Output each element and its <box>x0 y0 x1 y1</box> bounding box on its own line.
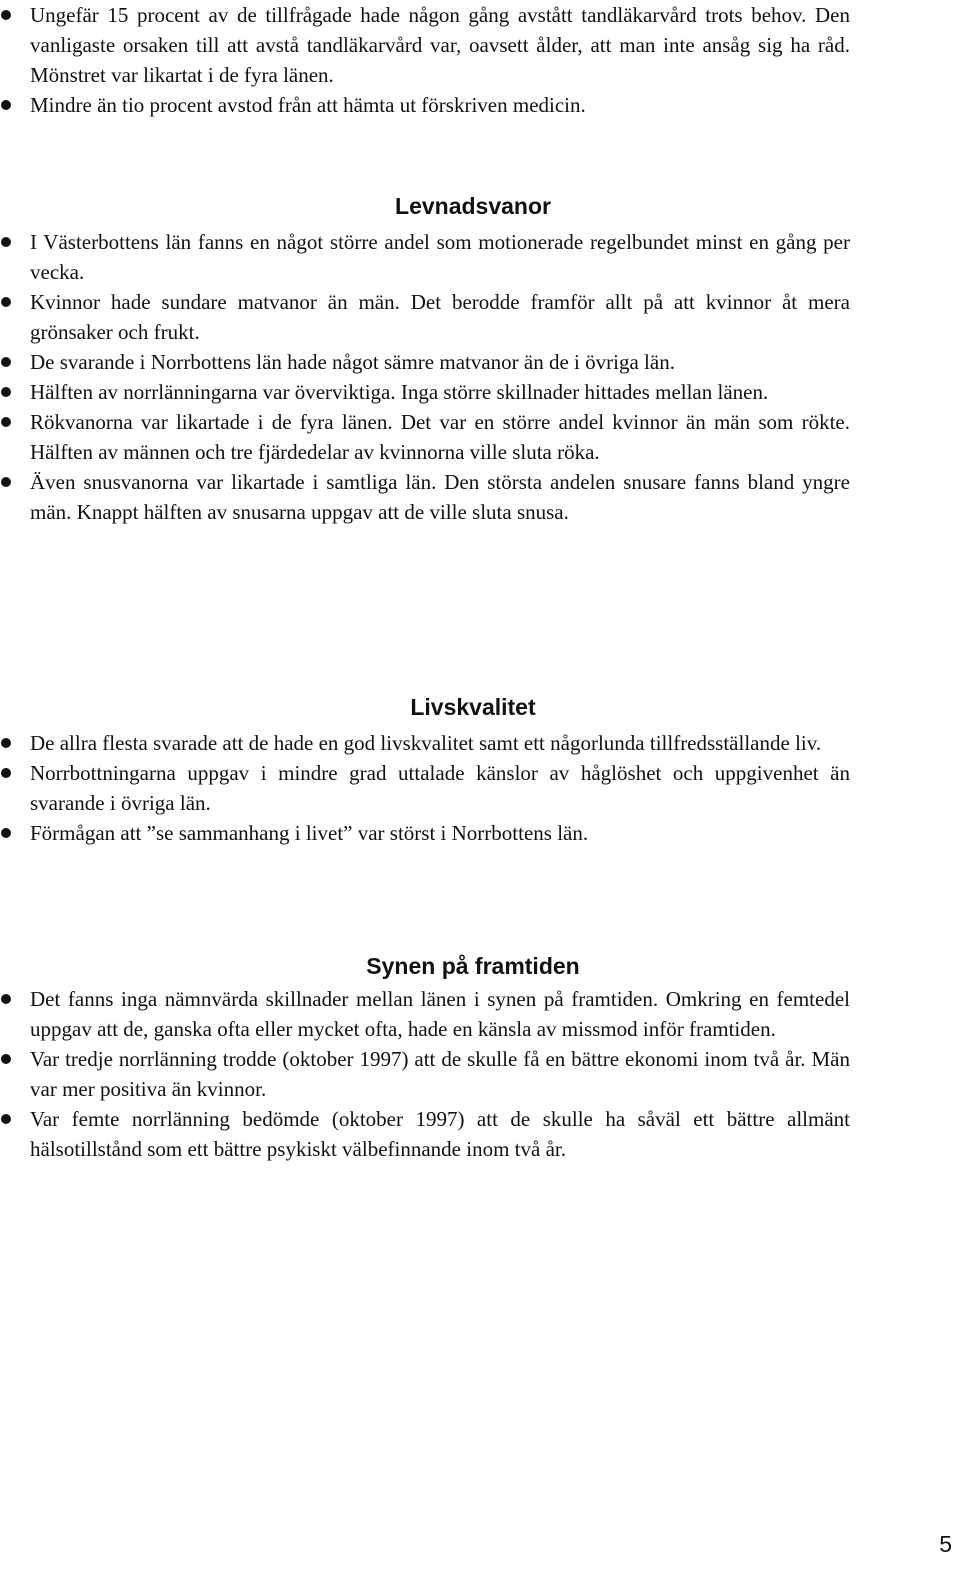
list-item: Norrbottningarna uppgav i mindre grad uttalade känslor av håglöshet och uppgivenhet än svarande i övriga län. <box>0 758 850 818</box>
list-item: Kvinnor hade sundare matvanor än män. Det berodde framför allt på att kvinnor åt mera grönsaker och frukt. <box>0 287 850 347</box>
list-item: Var tredje norrlänning trodde (oktober 1997) att de skulle få en bättre ekonomi inom två år. Män var mer positiva än kvinnor. <box>0 1044 850 1104</box>
list-item: Förmågan att ”se sammanhang i livet” var störst i Norrbottens län. <box>0 818 850 848</box>
page-number: 5 <box>939 1531 952 1557</box>
section-heading-levnadsvanor: Levnadsvanor <box>395 193 551 219</box>
intro-list <box>0 0 960 120</box>
list-item: Även snusvanorna var likartade i samtliga län. Den största andelen snusare fanns bland yngre män. Knappt hälften av snusarna uppgav att de ville sluta snusa. <box>0 467 850 527</box>
list-item: Rökvanorna var likartade i de fyra länen. Det var en större andel kvinnor än män som rökte. Hälften av männen och tre fjärdedelar av kvinnorna ville sluta röka. <box>0 407 850 467</box>
section-heading-framtiden: Synen på framtiden <box>366 953 580 979</box>
list-item: I Västerbottens län fanns en något större andel som motionerade regelbundet minst en gång per vecka. <box>0 227 850 287</box>
list-item: De svarande i Norrbottens län hade något sämre matvanor än de i övriga län. <box>0 347 850 377</box>
livskvalitet-list <box>0 728 960 848</box>
list-item: Det fanns inga nämnvärda skillnader mellan länen i synen på framtiden. Omkring en femtedel uppgav att de, ganska ofta eller mycket ofta, hade en känsla av missmod inför framtiden. <box>0 984 850 1044</box>
list-item: De allra flesta svarade att de hade en god livskvalitet samt ett någorlunda tillfredsställande liv. <box>0 728 850 758</box>
section-heading-livskvalitet: Livskvalitet <box>410 694 536 720</box>
list-item: Hälften av norrlänningarna var överviktiga. Inga större skillnader hittades mellan länen. <box>0 377 850 407</box>
list-item: Var femte norrlänning bedömde (oktober 1997) att de skulle ha såväl ett bättre allmänt hälsotillstånd som ett bättre psykiskt välbefinnande inom två år. <box>0 1104 850 1164</box>
levnadsvanor-list <box>0 227 960 527</box>
framtiden-list <box>0 984 960 1164</box>
list-item: Ungefär 15 procent av de tillfrågade hade någon gång avstått tandläkarvård trots behov. Den vanligaste orsaken till att avstå tandläkarvård var, oavsett ålder, att man inte ansåg sig ha råd. Mönstret var likartat i de fyra länen. <box>0 0 850 90</box>
list-item: Mindre än tio procent avstod från att hämta ut förskriven medicin. <box>0 90 850 120</box>
